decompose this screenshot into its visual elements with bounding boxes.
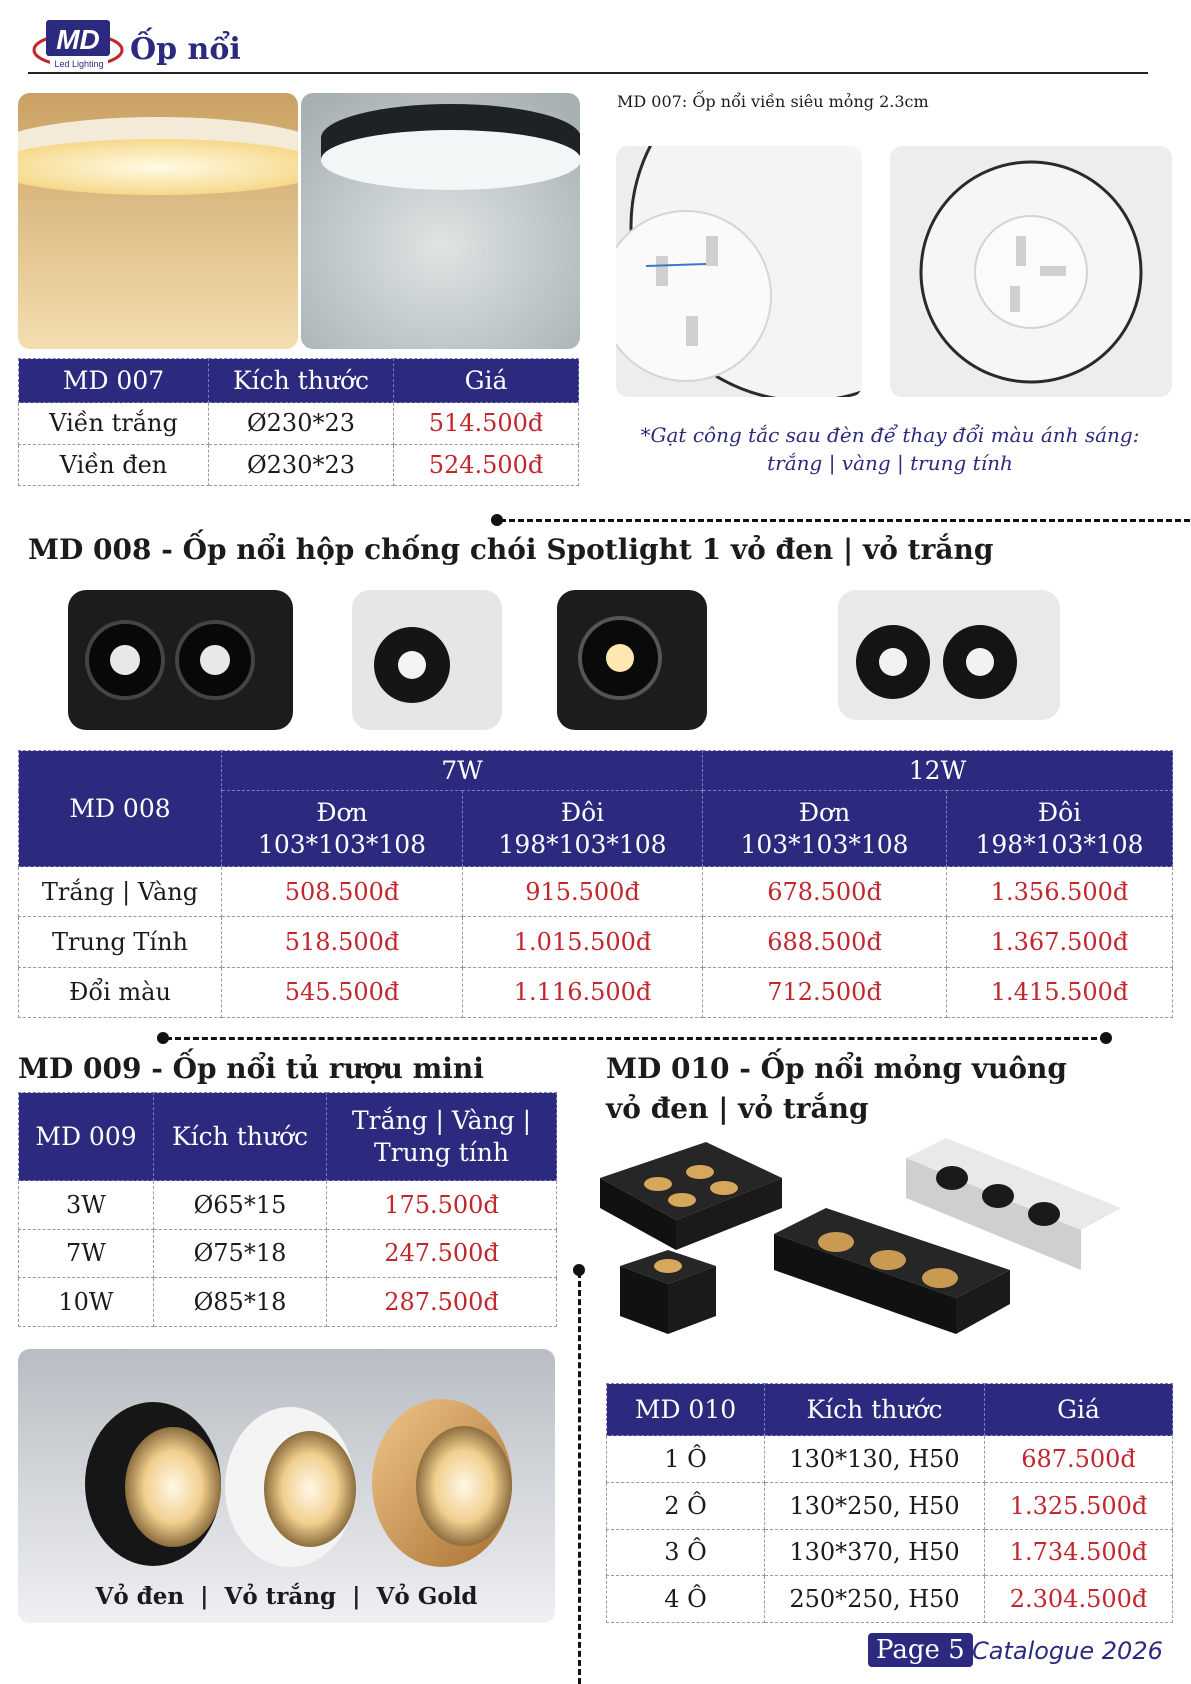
brand-logo bbox=[32, 16, 124, 70]
md008-price: 712.500đ bbox=[703, 967, 947, 1017]
table-row bbox=[19, 444, 579, 486]
md009-size: Ø85*18 bbox=[154, 1278, 327, 1327]
md008-color: Trung Tính bbox=[19, 917, 222, 967]
caption-black: Vỏ đen bbox=[95, 1583, 185, 1610]
md007-note-line2: trắng | vàng | trung tính bbox=[767, 451, 1013, 475]
md009-header-model: MD 009 bbox=[19, 1093, 154, 1181]
header-rule bbox=[28, 72, 1148, 74]
table-row bbox=[19, 967, 1173, 1017]
separator-line bbox=[166, 1037, 1106, 1040]
md008-subheader-type: Đôi bbox=[1037, 797, 1082, 827]
table-row bbox=[607, 1529, 1173, 1576]
table-row bbox=[19, 1278, 557, 1327]
md009-size: Ø75*18 bbox=[154, 1229, 327, 1278]
md008-subheader-size: 198*103*108 bbox=[975, 829, 1144, 859]
md008-color: Đổi màu bbox=[19, 967, 222, 1017]
md008-price: 545.500đ bbox=[222, 967, 463, 1017]
md009-price: 175.500đ bbox=[327, 1181, 557, 1230]
md009-title: MD 009 - Ốp nổi tủ rượu mini bbox=[18, 1052, 484, 1085]
md010-price: 1.734.500đ bbox=[985, 1529, 1173, 1576]
md008-subheader bbox=[463, 791, 703, 867]
md-logo-icon bbox=[32, 16, 124, 70]
md010-size: 130*130, H50 bbox=[765, 1436, 985, 1483]
md007-photo-black bbox=[301, 93, 580, 349]
md010-size: 130*250, H50 bbox=[765, 1482, 985, 1529]
table-row bbox=[19, 867, 1173, 917]
md007-price: 524.500đ bbox=[394, 444, 579, 486]
md010-cells: 3 Ô bbox=[607, 1529, 765, 1576]
md010-price: 2.304.500đ bbox=[985, 1576, 1173, 1623]
caption-divider: | bbox=[200, 1583, 209, 1610]
table-row bbox=[19, 1229, 557, 1278]
table-row bbox=[607, 1482, 1173, 1529]
md007-header-model: MD 007 bbox=[19, 359, 209, 403]
md008-subheader bbox=[222, 791, 463, 867]
md008-price-table bbox=[18, 750, 1172, 1018]
svg-text:Led Lighting: Led Lighting bbox=[54, 59, 104, 69]
md009-power: 7W bbox=[19, 1229, 154, 1278]
md010-title-line2: vỏ đen | vỏ trắng bbox=[606, 1092, 869, 1125]
md007-back-photo-1 bbox=[616, 146, 862, 397]
md007-photo-warm bbox=[18, 93, 298, 349]
md008-product-photos bbox=[60, 580, 1100, 740]
md009-price-table bbox=[18, 1092, 556, 1327]
md008-price: 1.415.500đ bbox=[947, 967, 1173, 1017]
md010-price: 687.500đ bbox=[985, 1436, 1173, 1483]
md010-header-price: Giá bbox=[985, 1384, 1173, 1436]
md009-product-photo bbox=[18, 1349, 555, 1623]
md008-price: 688.500đ bbox=[703, 917, 947, 967]
md008-header-7w: 7W bbox=[222, 751, 703, 791]
separator-line bbox=[500, 519, 1190, 522]
page-number-badge: Page 5 bbox=[868, 1633, 973, 1667]
md008-price: 1.015.500đ bbox=[463, 917, 703, 967]
md010-size: 250*250, H50 bbox=[765, 1576, 985, 1623]
md010-price-table bbox=[606, 1383, 1172, 1623]
svg-text:MD: MD bbox=[56, 24, 100, 55]
md008-header-model: MD 008 bbox=[19, 751, 222, 867]
md007-back-photo-2 bbox=[890, 146, 1172, 397]
md009-header-color bbox=[327, 1093, 557, 1181]
table-row bbox=[19, 1181, 557, 1230]
md007-variant: Viền trắng bbox=[19, 403, 209, 445]
md008-price: 508.500đ bbox=[222, 867, 463, 917]
md008-subheader bbox=[947, 791, 1173, 867]
md009-header-size: Kích thước bbox=[154, 1093, 327, 1181]
catalogue-label: Catalogue 2026 bbox=[972, 1637, 1163, 1665]
md008-subheader-size: 103*103*108 bbox=[257, 829, 427, 859]
md008-title: MD 008 - Ốp nổi hộp chống chói Spotlight 1 vỏ đen | vỏ trắng bbox=[28, 533, 994, 566]
table-row bbox=[607, 1436, 1173, 1483]
md007-price: 514.500đ bbox=[394, 403, 579, 445]
md010-price: 1.325.500đ bbox=[985, 1482, 1173, 1529]
md009-header-color-line: Trung tính bbox=[373, 1137, 510, 1167]
separator-dot bbox=[1100, 1032, 1112, 1044]
md008-price: 1.116.500đ bbox=[463, 967, 703, 1017]
md008-subheader-type: Đơn bbox=[316, 797, 368, 827]
md008-subheader-type: Đơn bbox=[798, 797, 851, 827]
md007-header-price: Giá bbox=[394, 359, 579, 403]
md008-subheader-size: 103*103*108 bbox=[740, 829, 909, 859]
md009-power: 3W bbox=[19, 1181, 154, 1230]
md007-variant: Viền đen bbox=[19, 444, 209, 486]
md008-price: 1.356.500đ bbox=[947, 867, 1173, 917]
md007-price-table bbox=[18, 358, 578, 486]
md010-cells: 1 Ô bbox=[607, 1436, 765, 1483]
md008-subheader bbox=[703, 791, 947, 867]
md010-header-size: Kích thước bbox=[765, 1384, 985, 1436]
md009-power: 10W bbox=[19, 1278, 154, 1327]
md009-price: 287.500đ bbox=[327, 1278, 557, 1327]
md008-subheader-type: Đôi bbox=[560, 797, 605, 827]
caption-gold: Vỏ Gold bbox=[376, 1583, 478, 1610]
md010-header-model: MD 010 bbox=[607, 1384, 765, 1436]
table-row bbox=[19, 403, 579, 445]
md009-header-color-line: Trắng | Vàng | bbox=[351, 1105, 532, 1135]
md009-price: 247.500đ bbox=[327, 1229, 557, 1278]
md008-header-12w: 12W bbox=[703, 751, 1173, 791]
md008-price: 678.500đ bbox=[703, 867, 947, 917]
md007-note-line1: *Gạt công tắc sau đèn để thay đổi màu ánh sáng: bbox=[640, 423, 1140, 447]
md007-title: MD 007: Ốp nổi viền siêu mỏng 2.3cm bbox=[617, 92, 929, 111]
md008-subheader-size: 198*103*108 bbox=[498, 829, 667, 859]
page-title: Ốp nổi bbox=[130, 32, 241, 67]
md010-size: 130*370, H50 bbox=[765, 1529, 985, 1576]
md010-product-photos bbox=[596, 1138, 1136, 1348]
md010-title-line1: MD 010 - Ốp nổi mỏng vuông bbox=[606, 1052, 1067, 1085]
md008-color: Trắng | Vàng bbox=[19, 867, 222, 917]
md008-price: 915.500đ bbox=[463, 867, 703, 917]
md007-size: Ø230*23 bbox=[209, 403, 394, 445]
md007-size: Ø230*23 bbox=[209, 444, 394, 486]
md008-price: 518.500đ bbox=[222, 917, 463, 967]
separator-line bbox=[578, 1272, 581, 1684]
caption-divider: | bbox=[352, 1583, 361, 1610]
caption-white: Vỏ trắng bbox=[224, 1583, 337, 1610]
md007-header-size: Kích thước bbox=[209, 359, 394, 403]
md009-size: Ø65*15 bbox=[154, 1181, 327, 1230]
table-row bbox=[19, 917, 1173, 967]
md007-note bbox=[620, 421, 1160, 477]
md010-cells: 4 Ô bbox=[607, 1576, 765, 1623]
table-row bbox=[607, 1576, 1173, 1623]
md008-price: 1.367.500đ bbox=[947, 917, 1173, 967]
md010-cells: 2 Ô bbox=[607, 1482, 765, 1529]
md009-photo-caption bbox=[18, 1583, 555, 1610]
